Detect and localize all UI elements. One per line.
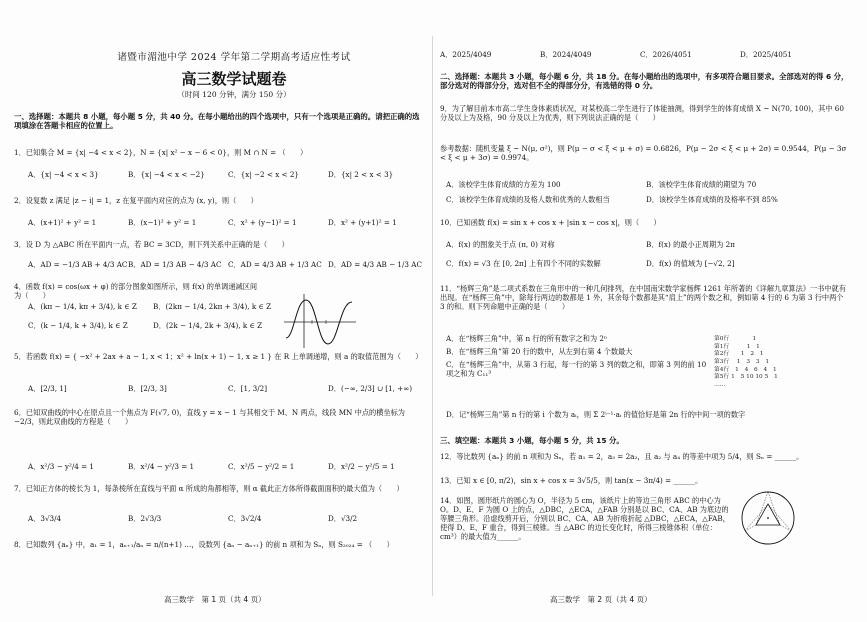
- option-c: C．f(x) = √3 在 [0, 2π] 上有四个不同的实数解: [446, 259, 601, 268]
- option-b: B．AD = 1/3 AB − 4/3 AC: [128, 260, 222, 269]
- option-d: D．2025/4051: [740, 50, 792, 59]
- exam-title: 高三数学试题卷: [181, 70, 287, 88]
- page-footer-1: 高三数学 第 1 页（共 4 页）: [164, 594, 266, 604]
- question-7: 7．已知正方体的棱长为 1，每条棱所在直线与平面 α 所成的角都相等，则 α 截此正方体所得截面面积的最大值为（ ）: [14, 484, 404, 493]
- question-8-options: [440, 50, 840, 59]
- school-line: 诸暨市湄池中学 2024 学年第二学期高考适应性考试: [117, 52, 351, 63]
- option-a: A．{x| −4 < x < 3}: [28, 170, 99, 179]
- option-b: B．[2/3, 3]: [128, 384, 167, 393]
- right-column: [440, 0, 860, 622]
- question-7-options: [28, 514, 428, 523]
- option-a: A．(kπ − 1/4, kπ + 3/4), k ∈ Z: [28, 302, 137, 311]
- option-d: D．该校学生体育成绩的及格率不到 85%: [646, 195, 778, 204]
- triangle-row: 第5行 1 5 10 10 5 1: [714, 374, 778, 381]
- question-11-option-d: D．记“杨辉三角”第 n 行的第 i 个数为 aᵢ，则 Σ 2ⁱ⁻¹·aᵢ 的值恰好是第 2n 行的中间一项的数字: [446, 410, 746, 419]
- option-c: C．x² + (y−1)² = 1: [228, 218, 297, 227]
- time-note: （时间 120 分钟，满分 150 分）: [177, 90, 291, 99]
- option-d: D．(−∞, 2/3] ∪ [1, +∞): [328, 384, 413, 393]
- option-d: D．x²/2 − y²/5 = 1: [328, 462, 395, 471]
- option-b: B．f(x) 的最小正周期为 2π: [646, 240, 735, 249]
- option-d: D．x² + (y+1)² = 1: [328, 218, 397, 227]
- option-a: A．(x+1)² + y² = 1: [28, 218, 97, 227]
- option-c: C．在“杨辉三角”中，从第 3 行起，每一行的第 3 列的数之和，即第 3 列的前 10 项之和为 C₁₁³: [446, 360, 707, 378]
- question-11-options: [446, 334, 708, 382]
- question-9-reference: 参考数据：随机变量 ξ ~ N(μ, σ²)，则 P(μ − σ < ξ < μ + σ) = 0.6826，P(μ − 2σ < ξ < μ + 2σ) = 0.9544，P(μ − 3σ < ξ < μ + 3σ) = 0.9974。: [440, 144, 847, 162]
- triangle-row: 第1行 1 1: [714, 343, 760, 350]
- triangle-row: 第4行 1 4 6 4 1: [714, 366, 777, 373]
- option-b: B．在“杨辉三角”第 20 行的数中，从左到右第 4 个数最大: [446, 347, 633, 356]
- option-b: B．2√3/3: [128, 514, 162, 523]
- question-10: 10．已知函数 f(x) = sin x + cos x + |sin x − cos x|，则（ ）: [440, 218, 661, 227]
- question-5-options: [28, 384, 428, 393]
- option-a: A．3√3/4: [28, 514, 62, 523]
- question-6: 6．已知双曲线的中心在原点且一个焦点为 F(√7, 0)，直线 y = x − 1 与其相交于 M、N 两点，线段 MN 中点的横坐标为 −2/3，则此双曲线的方程是（ ）: [14, 408, 405, 426]
- option-c: C．{x| −2 < x < 2}: [228, 170, 299, 179]
- question-4-options: [28, 302, 278, 330]
- question-13: 13．已知 x ∈ [0, π/2)，sin x + cos x = 3√5/5，则 tan(x − 3π/4) = ______。: [440, 476, 703, 485]
- option-a: A．在“杨辉三角”中，第 n 行的所有数字之和为 2ⁿ: [446, 334, 608, 343]
- triangle-row: 第3行 1 3 3 1: [714, 358, 770, 365]
- question-2: 2．设复数 z 满足 |z − i| = 1，z 在复平面内对应的点为 (x, y)，则（ ）: [14, 196, 258, 205]
- option-a: A．[2/3, 1]: [28, 384, 67, 393]
- question-9-options: [446, 180, 846, 204]
- option-b: B．x²/4 − y²/3 = 1: [128, 462, 195, 471]
- question-8: 8．已知数列 {aₙ} 中，a₁ = 1，aₙ₊₁/aₙ = n/(n+1) …，设数列 {aₙ − aₙ₊₁} 的前 n 项和为 Sₙ，则 S₂₀₂₄ = （ ）: [14, 540, 394, 549]
- option-c: C．2026/4051: [640, 50, 692, 59]
- question-10-options: [446, 240, 846, 268]
- left-column: [14, 0, 434, 622]
- option-c: C．[1, 3/2]: [228, 384, 268, 393]
- option-d: D．{x| 2 < x < 3}: [328, 170, 394, 179]
- option-d: D．√3/2: [328, 514, 358, 523]
- option-d: D．AD = 4/3 AB − 1/3 AC: [328, 260, 422, 269]
- option-d: D．f(x) 的值域为 [−√2, 2]: [646, 259, 735, 268]
- triangle-row: 第0行 1: [714, 336, 757, 342]
- option-c: C．(k − 1/4, k + 3/4), k ∈ Z: [28, 321, 128, 330]
- circle-triangle-figure: [740, 490, 796, 546]
- option-c: C．AD = 4/3 AB + 1/3 AC: [228, 260, 322, 269]
- option-a: A．x²/3 − y²/4 = 1: [28, 462, 95, 471]
- question-11: 11．“杨辉三角”是二项式系数在三角形中的一种几何排列，在中国南宋数学家杨辉 1261 年所著的《详解九章算法》一书中就有出现。在“杨辉三角”中，除每行两边的数都是 1 外，其余每个数都是其“肩上”的两个数之和，例如第 4 行的 6 为第 3 行中两个 3 的和。则下列命题中正确的是（ ）: [440, 284, 846, 311]
- option-c: C．x²/5 − y²/2 = 1: [228, 462, 295, 471]
- question-2-options: [28, 218, 428, 227]
- yanghui-triangle-figure: [714, 336, 824, 389]
- question-12: 12．等比数列 {aₙ} 的前 n 项和为 Sₙ，若 a₁ = 2，a₃ = 2a₂，且 a₂ 与 a₄ 的等差中项为 5/4，则 Sₙ = ______。: [440, 452, 804, 461]
- triangle-row: 第2行 1 2 1: [714, 351, 764, 358]
- option-a: A．该校学生体育成绩的方差为 100: [446, 180, 561, 189]
- question-9: 9．为了解目前本市高二学生身体素质状况，对某校高二学生进行了体能抽测，得到学生的体育成绩 X ~ N(70, 100)，其中 60 分及以上为及格，90 分及以上为优秀，则下列说法正确的是（ ）: [440, 104, 844, 122]
- option-a: A．2025/4049: [440, 50, 492, 59]
- page-footer-2: 高三数学 第 2 页（共 4 页）: [550, 594, 652, 604]
- question-6-options: [28, 462, 428, 471]
- option-b: B．(2kπ − 1/4, 2kπ + 3/4), k ∈ Z: [153, 302, 272, 311]
- option-b: B．该校学生体育成绩的期望为 70: [646, 180, 757, 189]
- question-14: 14．如图，圆形纸片的圆心为 O，半径为 5 cm，该纸片上的等边三角形 ABC 的中心为 O。D、E、F 为圆 O 上的点，△DBC，△ECA，△FAB 分别是以 BC、CA、AB 为底边的等腰三角形。沿虚线剪开后，分别以 BC、CA、AB 为折痕折起 △DBC，△ECA，△FAB，使得 D、E、F 重合，得到三棱锥。当 △ABC 的边长变化时，所得三棱锥体积（单位：cm³）的最大值为______。: [440, 496, 730, 541]
- question-5: 5．若函数 f(x) = { −x² + 2ax + a − 1, x < 1；x² + ln(x + 1) − 1, x ≥ 1 } 在 R 上单调递增，则 a 的取值范围为（ ）: [14, 352, 423, 361]
- question-4: 4．函数 f(x) = cos(ωx + φ) 的部分图象如图所示，则 f(x) 的单调递减区间为（ ）: [14, 282, 258, 300]
- question-1-options: [28, 170, 428, 179]
- question-1: 1．已知集合 M = {x| −4 < x < 2}，N = {x| x² − x − 6 < 0}，则 M ∩ N = （ ）: [14, 148, 308, 157]
- option-d: D．(2k − 1/4, 2k + 3/4), k ∈ Z: [153, 321, 263, 330]
- option-a: A．f(x) 的图象关于点 (π, 0) 对称: [446, 240, 555, 249]
- option-b: B．{x| −4 < x < −2}: [128, 170, 205, 179]
- option-b: B．2024/4049: [540, 50, 592, 59]
- question-3-options: [28, 260, 428, 269]
- section-2-title: 二、选择题：本题共 3 小题，每小题 6 分，共 18 分。在每小题给出的选项中，有多项符合题目要求。全部选对的得 6 分，部分选对的得部分分，选对但不全的得部分分，有选错的得 0 分。: [440, 72, 849, 91]
- triangle-row: ……: [714, 381, 726, 388]
- cosine-graph-figure: [282, 292, 358, 350]
- option-c: C．该校学生体育成绩的及格人数和优秀的人数相当: [446, 195, 610, 204]
- option-c: C．3√2/4: [228, 514, 262, 523]
- option-a: A．AD = −1/3 AB + 4/3 AC: [28, 260, 128, 269]
- question-3: 3．设 D 为 △ABC 所在平面内一点，若 BC = 3CD，则下列关系中正确的是（ ）: [14, 240, 289, 249]
- option-b: B．(x−1)² + y² = 1: [128, 218, 197, 227]
- section-1-title: 一、选择题：本题共 8 小题，每小题 5 分，共 40 分。在每小题给出的四个选项中，只有一个选项是正确的。请把正确的选项填涂在答题卡相应的位置上。: [14, 112, 420, 131]
- section-3-title: 三、填空题：本题共 3 小题，每小题 5 分，共 15 分。: [440, 436, 624, 445]
